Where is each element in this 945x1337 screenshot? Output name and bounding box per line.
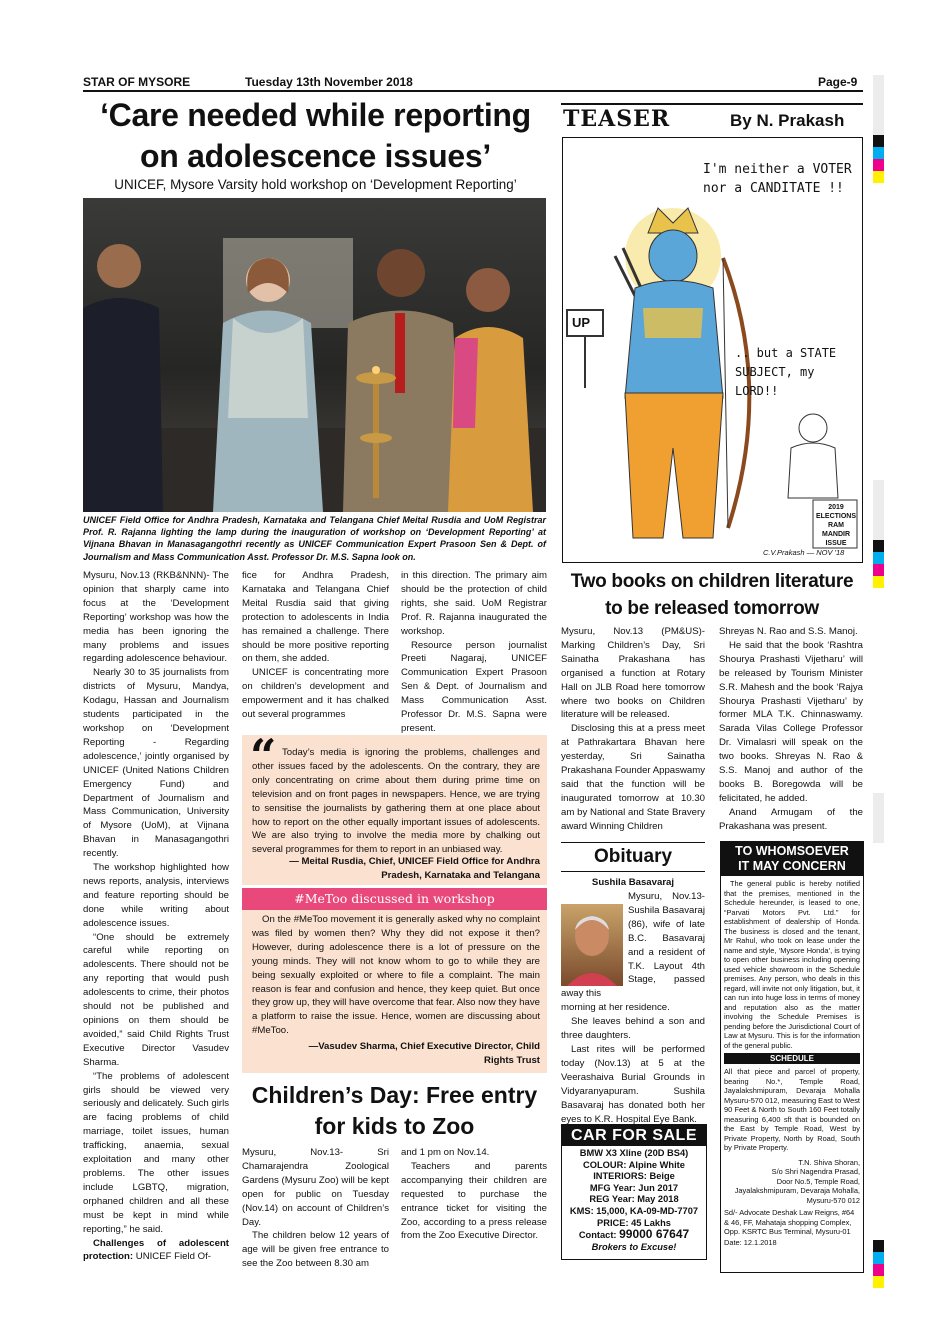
childrens-day-paragraph: The children below 12 years of age will be given free entrance to see the Zoo between 8.30 am (242, 1230, 389, 1270)
obituary-paragraph: Last rites will be performed today (Nov.13) at 5 at the Veerashaiva Burial Grounds in Vidyaranyapuram. Sushila Basavaraj has donated both her eyes to K.R. Hospital Eye Bank. (561, 1043, 705, 1125)
childrens-day-headline-line1: Children’s Day: Free entry (251, 1082, 538, 1108)
childrens-day-headline (242, 1080, 547, 1142)
page-number: Page-9 (818, 75, 858, 89)
main-story-paragraph: Mysuru, Nov.13 (RKB&NNN)- The opinion that sharply came into focus at the ‘Development Reporting’ workshop was how the media has been ignoring the many problems and issues regarding adolescence behaviour. (83, 570, 229, 665)
main-story-paragraph: The workshop highlighted how news reports, analysis, interviews and feature reporting should be done while writing about adolescence issues. (83, 862, 229, 929)
car-sale-details (562, 1146, 706, 1253)
childrens-day-paragraph: and 1 pm on Nov.14. (401, 1147, 490, 1158)
childrens-day-col2 (401, 1146, 547, 1243)
childrens-day-paragraph: Mysuru, Nov.13- Sri Chamarajendra Zoological Gardens (Mysuru Zoo) will be kept open for public on Tuesday (Nov.14) on account of Children’s Day. (242, 1147, 389, 1228)
obituary-paragraph: She leaves behind a son and three daughters. (561, 1016, 705, 1042)
quote-mark-icon: “ (250, 729, 277, 783)
teaser-cartoon (562, 137, 863, 563)
car-sale-line: INTERIORS: Beige (593, 1171, 675, 1182)
main-story-paragraph: fice for Andhra Pradesh, Karnataka and Telangana Chief Meital Rusdia said that giving protection to adolescents in India has remained a challenge. There should be more positive reporting on them, she added. (242, 570, 389, 665)
car-sale-line: PRICE: 45 Lakhs (597, 1217, 671, 1228)
car-sale-line: COLOUR: Alpine White (583, 1159, 685, 1170)
books-paragraph: Disclosing this at a press meet at Pathrakartara Bhavan here yesterday, Sri Sainatha Prakashana Founder Appaswamy said that the function will be inaugurated tomorrow at 10.30 am by National and State Bravery award Winning Children (561, 723, 705, 832)
books-headline-line2: to be released tomorrow (605, 598, 819, 619)
notice-title (721, 842, 863, 876)
main-story-paragraph: Resource person journalist Preeti Nagaraj, UNICEF Communication Expert Prasoon Sen & Dept. of Journalism and Mass Communication Asst. Professor Dr. M.S. Sapna were present. (401, 639, 547, 734)
main-story-paragraph: in this direction. The primary aim should be the protection of child rights, she said. UoM Registrar Prof. R. Rajanna inaugurated the workshop. (401, 570, 547, 637)
metoo-box (242, 888, 547, 1073)
car-sale-line: KMS: 15,000, KA-09-MD-7707 (569, 1205, 699, 1216)
main-story-col1 (83, 569, 229, 1264)
books-col1 (561, 625, 705, 834)
header-rule (83, 90, 863, 92)
registration-marks-lower (873, 793, 884, 843)
books-col2 (719, 625, 863, 834)
books-paragraph: Anand Armugam of the Prakashana was present. (719, 806, 863, 832)
metoo-title: #MeToo discussed in workshop (242, 888, 547, 910)
issue-date: Tuesday 13th November 2018 (245, 75, 413, 89)
registration-marks-top (873, 75, 884, 183)
car-sale-title: CAR FOR SALE (562, 1125, 706, 1146)
quote-attribution: — Meital Rusdia, Chief, UNICEF Field Office for Andhra Pradesh, Karnataka and Telangana (289, 856, 540, 881)
notice-sign-address: Door No.5, Temple Road, (776, 1176, 860, 1186)
main-story-col2 (242, 569, 389, 722)
notice-body: The general public is hereby notified that the premises, mentioned in the Schedule hereunder, is leased to one, “Parvati Motors Pvt. Ltd.” for establishment of dealership of Honda. The business is closed and the tenant, Mr Rahul, who took on lease under the name and style, ‘Mysore Honda’, is trying to open other business including opening used vehicle showroom in the Schedule premises. Any person, who deals in this regard, will invite not only litigation, but, it can run into huge loss in terms of money and reputation also as the matter involving the Schedule Premises is pending before the Jurisdictional Court of Law at Mysuru. This is for the information of the general public. (724, 879, 860, 1050)
main-story-col3 (401, 569, 547, 736)
main-story-paragraph: “The problems of adolescent girls should be viewed very seriously and delicately. Such girls are facing problems of child marriage, toilet issues, human trafficking, anaemia, sexual exploitation and many other problems. The other issues include LGBTQ, migration, orphaned children and all these must be kept in mind while reporting,” he said. (83, 1070, 229, 1235)
car-sale-tagline: Brokers to Excuse! (591, 1241, 677, 1252)
obituary-text (561, 890, 705, 1126)
notice-signatory (721, 1153, 863, 1206)
books-headline-line1: Two books on children literature (570, 571, 854, 592)
teaser-top-rule (561, 103, 863, 105)
registration-marks-middle (873, 480, 884, 588)
cartoonist-signature: C.V.Prakash — NOV '18 (763, 548, 845, 557)
car-sale-contact (562, 1229, 706, 1242)
car-sale-line: MFG Year: Jun 2017 (589, 1182, 679, 1193)
paper-name: STAR OF MYSORE (83, 75, 191, 89)
obituary-wrap-text: Mysuru, Nov.13- Sushila Basavaraj (86), wife of late B.C. Basavaraj and a resident of T.K. Layout 4th Stage, passed away this (561, 891, 705, 1000)
notice-advocate: Sd/- Advocate Deshak Law Reigns, #64 & 46, FF, Mahataja shopping Complex, Opp. KSRTC Bus Terminal, Mysuru-01 (724, 1208, 855, 1236)
car-sale-line: BMW X3 Xline (20D BS4) (579, 1148, 689, 1158)
obituary-rule (561, 842, 705, 843)
obituary-name: Sushila Basavaraj (591, 877, 675, 888)
car-sale-ad (561, 1124, 707, 1260)
cartoon-up-sign: UP (572, 315, 591, 330)
childrens-day-headline-line2: for kids to Zoo (314, 1113, 475, 1139)
cartoon-speech-bubble-2: .. but a STATE SUBJECT, my LORD!! (735, 346, 837, 398)
books-paragraph: He said that the book ‘Rashtra Shourya Prashasti Vijetharu’ will be released by Tourism Minister S.R. Mahesh and the book ‘Rajya Shourya Prashasti Vijetharu’ by former MLA T.K. Chinnaswamy. Sarada Vilas College Professor Dr. Vimalasri will speak on the two books. Shreyas N. Rao & S.S. Manoj and author of the books B. Boregowda will be felicitated, he added. (719, 639, 863, 804)
notice-date: Date: 12.1.2018 (724, 1237, 777, 1247)
notice-title-line2: IT MAY CONCERN (738, 859, 846, 873)
public-notice (720, 841, 864, 1273)
main-story-paragraph: Nearly 30 to 35 journalists from districts of Mysuru, Mandya, Kodagu, Hassan and Journalism students participated in the workshop on ‘Development Reporting - Regarding adolescence,’ jointly organised by UNICEF (United Nations Children Emergency Fund) and Department of Journalism and Mass Communication, University of Mysore (UoM), at Vijnana Bhavan in Manasagangothri recently. (83, 667, 229, 860)
notice-schedule-label: SCHEDULE (724, 1053, 860, 1064)
notice-sign-address: Mysuru-570 012 (806, 1195, 860, 1205)
main-story-paragraph (83, 1237, 229, 1265)
main-headline-line2: on adolescence issues’ (140, 138, 491, 174)
main-headline (83, 95, 548, 177)
notice-schedule-text: All that piece and parcel of property, bearing No.*, Temple Road, Jayalakshmipuram, Devaraja Mohalla Mysuru-570 012, measuring East to West 90 Feet & North to South 160 Feet totally measuring 6,400 sft that is bounded on the East by Temple Road, West by Private Property, North by Road, South by Private Property. (724, 1067, 860, 1152)
notice-sign-address: Jayalakshmipuram, Devaraja Mohalla, (734, 1186, 860, 1195)
quote-text: Today’s media is ignoring the problems, challenges and other issues faced by the adolescents. On the contrary, they are only concentrating on crime about them during prime time on television and on front pages in newspapers. Hence, we are trying to sensitise the journalists by gathering them at one place about how to report on the other equally important issues of adolescents. We are also trying to involve the media more by chalking out several programmes for them to report in an unbiased way. (252, 747, 540, 856)
cartoon-speech-bubble-1: I'm neither a VOTER nor a CANDITATE !! (703, 162, 852, 196)
car-sale-line: REG Year: May 2018 (589, 1194, 679, 1205)
notice-sign-name: T.N. Shiva Shoran, (798, 1157, 860, 1167)
main-headline-line1: ‘Care needed while reporting (100, 97, 531, 133)
lamp-lighting-photo (83, 198, 546, 512)
registration-marks-bottom (873, 1240, 884, 1288)
subsection-text: UNICEF Field Of- (133, 1251, 211, 1263)
childrens-day-paragraph: Teachers and parents accompanying their children are requested to purchase the entrance ticket for visiting the Zoo, according to a press release from the Zoo Executive Director. (401, 1160, 547, 1242)
notice-title-line1: TO WHOMSOEVER (735, 844, 849, 858)
teaser-author: By N. Prakash (730, 111, 845, 130)
main-subhead: UNICEF, Mysore Varsity hold workshop on ‘Development Reporting’ (114, 177, 517, 192)
obituary-paragraph: morning at her residence. (561, 1002, 670, 1014)
main-story-paragraph: “One should be extremely careful while reporting on adolescents. There should not be any reporting that would push adolescents to crime, their photos should not be published and opinions on them should be avoided,” said Child Rights Trust Executive Director Vasudev Sharma. (83, 931, 229, 1068)
metoo-text: On the #MeToo movement it is generally asked why no complaint was filed by women then? Why they did not expose it then? However, during adolescence there is a lot of pressure on the young minds. They will not know whom to go to while they are being sexually exploited or where to file a complaint. The main reason is fear and confusion and hence, they keep quiet. But once they grow up, they will have overcome that fear. Also now they have a platform to raise the issue. Hence, women are discussing about #MeToo. (252, 914, 540, 1037)
photo-scene-icon (83, 198, 546, 512)
notice-sign-address: S/o Shri Nagendra Prasad, (771, 1167, 860, 1176)
car-sale-contact-label: Contact: (578, 1230, 617, 1241)
obituary-rule (561, 871, 705, 872)
obituary-title: Obituary (593, 846, 673, 867)
teaser-title: TEASER (563, 106, 671, 132)
metoo-attribution: —Vasudev Sharma, Chief Executive Director, Child Rights Trust (308, 1041, 540, 1066)
cartoon-ballot-label: 2019 ELECTIONS RAM MANDIR ISSUE (815, 504, 857, 547)
car-sale-phone: 99000 67647 (619, 1227, 690, 1242)
books-paragraph: Shreyas N. Rao and S.S. Manoj. (719, 626, 858, 637)
quote-box (242, 729, 547, 885)
books-headline (561, 568, 863, 622)
subsection-heading: Challenges of adolescent protection: (83, 1237, 229, 1263)
childrens-day-col1 (242, 1146, 389, 1271)
main-story-paragraph: UNICEF is concentrating more on children’s development and empowerment and it has chalked out several programmes (242, 667, 389, 721)
books-paragraph: Mysuru, Nov.13 (PM&US)- Marking Children’s Day, Sri Sainatha Prakashana has organised a function at Rotary Hall on JLB Road here tomorrow where two books on Children literature will be released. (561, 626, 705, 721)
photo-caption: UNICEF Field Office for Andhra Pradesh, Karnataka and Telangana Chief Meital Rusdia and UoM Registrar Prof. R. Rajanna lighting the lamp during the inauguration of workshop on ‘Development Reporting’ at Vijnana Bhavan in Manasagangothri recently as UNICEF Communication Expert Prasoon Sen & Dept. of Journalism and Mass Communication Asst. Professor Dr. M.S. Sapna look on. (83, 515, 546, 562)
